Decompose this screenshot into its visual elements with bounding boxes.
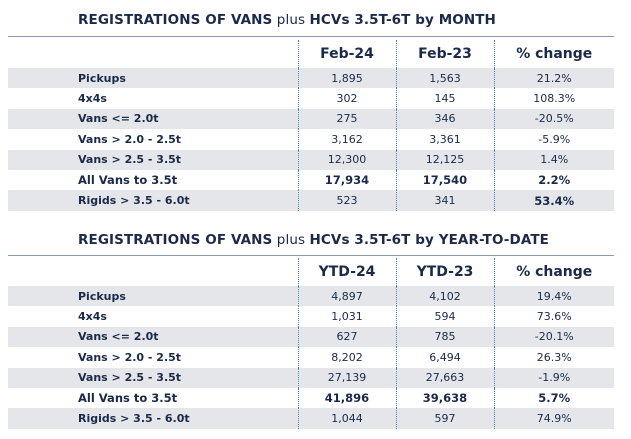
table-row bbox=[8, 347, 614, 367]
prior-value: 341 bbox=[396, 190, 494, 210]
current-value: 302 bbox=[298, 88, 396, 108]
percent-change-value: 108.3% bbox=[533, 92, 576, 106]
current-value: 627 bbox=[298, 327, 396, 347]
header-prior-period: Feb-23 bbox=[396, 40, 494, 68]
header-current-period: Feb-24 bbox=[298, 40, 396, 68]
prior-value: 597 bbox=[396, 408, 494, 428]
header-category bbox=[8, 40, 298, 68]
current-value: 27,139 bbox=[298, 368, 396, 388]
table-row bbox=[8, 306, 614, 326]
prior-value: 17,540 bbox=[396, 170, 494, 190]
table-row bbox=[8, 368, 614, 388]
table-row bbox=[8, 190, 614, 210]
prior-value: 3,361 bbox=[396, 129, 494, 149]
current-value: 41,896 bbox=[298, 388, 396, 408]
table-row bbox=[8, 129, 614, 149]
row-label: Pickups bbox=[8, 286, 298, 306]
ytd-registrations-table bbox=[8, 258, 614, 429]
row-label: 4x4s bbox=[8, 306, 298, 326]
monthly-title-part1: REGISTRATIONS OF VANS bbox=[78, 12, 273, 28]
percent-change-value: 74.9% bbox=[494, 408, 614, 428]
prior-value: 785 bbox=[396, 327, 494, 347]
ytd-title-part1: REGISTRATIONS OF VANS bbox=[78, 232, 273, 248]
monthly-title-part2: plus bbox=[276, 12, 306, 28]
ytd-title-divider bbox=[8, 255, 614, 256]
percent-change-value: -5.9% bbox=[538, 132, 571, 146]
header-category bbox=[8, 258, 298, 286]
monthly-title-part3: HCVs 3.5T-6T by MONTH bbox=[309, 12, 496, 28]
prior-value: 594 bbox=[396, 306, 494, 326]
ytd-title-part3: HCVs 3.5T-6T by YEAR-TO-DATE bbox=[309, 232, 549, 248]
percent-change-value: 73.6% bbox=[536, 310, 572, 324]
header-prior-period: YTD-23 bbox=[396, 258, 494, 286]
ytd-title-part2: plus bbox=[276, 232, 306, 248]
percent-change-value: 2.2% bbox=[538, 173, 571, 188]
table-row bbox=[8, 150, 614, 170]
current-value: 12,300 bbox=[298, 150, 396, 170]
percent-change-value: 5.7% bbox=[538, 391, 571, 406]
table-row bbox=[8, 88, 614, 108]
percent-change-value: 53.4% bbox=[494, 190, 614, 210]
row-label: Vans > 2.5 - 3.5t bbox=[8, 150, 298, 170]
total-row bbox=[8, 170, 614, 190]
ytd-section-title bbox=[78, 232, 549, 248]
percent-change-value: -20.5% bbox=[494, 109, 614, 129]
table-row bbox=[8, 68, 614, 88]
prior-value: 27,663 bbox=[396, 368, 494, 388]
row-label: Vans <= 2.0t bbox=[8, 109, 298, 129]
row-label: Rigids > 3.5 - 6.0t bbox=[8, 190, 298, 210]
row-label: Vans > 2.0 - 2.5t bbox=[8, 129, 298, 149]
prior-value: 12,125 bbox=[396, 150, 494, 170]
monthly-title-divider bbox=[8, 36, 614, 37]
row-label: 4x4s bbox=[8, 88, 298, 108]
prior-value: 6,494 bbox=[396, 347, 494, 367]
current-value: 17,934 bbox=[298, 170, 396, 190]
current-value: 523 bbox=[298, 190, 396, 210]
prior-value: 346 bbox=[396, 109, 494, 129]
percent-change-value: 21.2% bbox=[494, 68, 614, 88]
current-value: 1,031 bbox=[298, 306, 396, 326]
header-percent-change: % change bbox=[516, 46, 593, 62]
percent-change-value: 1.4% bbox=[494, 150, 614, 170]
row-label: All Vans to 3.5t bbox=[8, 388, 298, 408]
prior-value: 1,563 bbox=[396, 68, 494, 88]
table-header-row bbox=[8, 40, 614, 68]
header-percent-change: % change bbox=[516, 264, 593, 280]
monthly-registrations-table bbox=[8, 40, 614, 211]
table-row bbox=[8, 286, 614, 306]
monthly-section-title bbox=[78, 12, 496, 28]
prior-value: 39,638 bbox=[396, 388, 494, 408]
percent-change-value: 26.3% bbox=[536, 350, 572, 364]
row-label: Rigids > 3.5 - 6.0t bbox=[8, 408, 298, 428]
current-value: 4,897 bbox=[298, 286, 396, 306]
prior-value: 145 bbox=[396, 88, 494, 108]
table-row bbox=[8, 327, 614, 347]
current-value: 1,044 bbox=[298, 408, 396, 428]
row-label: Vans <= 2.0t bbox=[8, 327, 298, 347]
table-row bbox=[8, 408, 614, 428]
row-label: All Vans to 3.5t bbox=[8, 170, 298, 190]
percent-change-value: 19.4% bbox=[494, 286, 614, 306]
header-current-period: YTD-24 bbox=[298, 258, 396, 286]
row-label: Vans > 2.5 - 3.5t bbox=[8, 368, 298, 388]
row-label: Vans > 2.0 - 2.5t bbox=[8, 347, 298, 367]
percent-change-value: -20.1% bbox=[494, 327, 614, 347]
table-header-row bbox=[8, 258, 614, 286]
current-value: 275 bbox=[298, 109, 396, 129]
current-value: 3,162 bbox=[298, 129, 396, 149]
current-value: 1,895 bbox=[298, 68, 396, 88]
prior-value: 4,102 bbox=[396, 286, 494, 306]
percent-change-value: -1.9% bbox=[494, 368, 614, 388]
table-row bbox=[8, 109, 614, 129]
row-label: Pickups bbox=[8, 68, 298, 88]
total-row bbox=[8, 388, 614, 408]
current-value: 8,202 bbox=[298, 347, 396, 367]
